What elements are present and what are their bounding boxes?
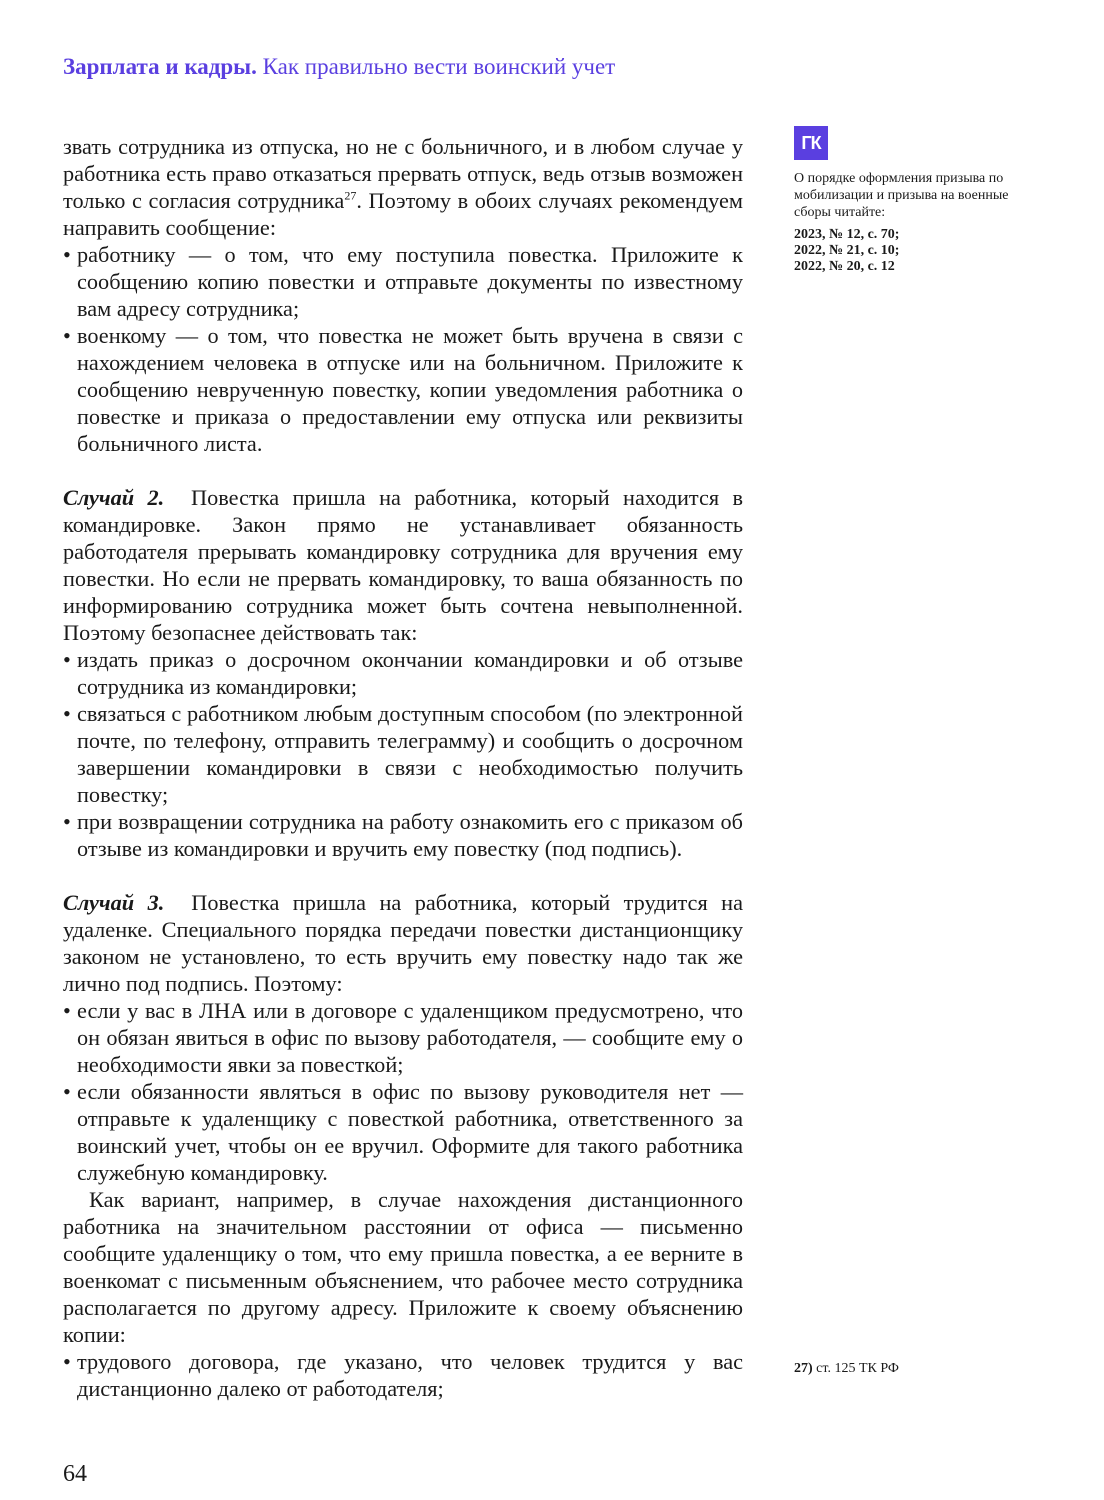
footnote-text: ст. 125 ТК РФ [816,1361,899,1376]
list-item: • работнику — о том, что ему поступила повестка. Приложите к сообщению копию повестки и отправьте документы по известному вам адресу сотрудника; [63,241,743,322]
list-item: • военкому — о том, что повестка не может быть вручена в связи с нахождением человека в отпуске или на больничном. Приложите к сообщению неврученную повестку, копии уведомления работника о повестке и приказа о предоставлении ему отпуска или реквизиты больничного листа. [63,322,743,457]
sidebar [794,126,1034,275]
list-item: • связаться с работником любым доступным способом (по электронной почте, по телефону, отправить телеграмму) и сообщить о досрочном завершении командировки в связи с необходимостью получить повестку; [63,700,743,808]
intro-paragraph [63,133,743,241]
list-item: • трудового договора, где указано, что человек трудится у вас дистанционно далеко от работодателя; [63,1348,743,1402]
main-column [63,133,743,1402]
sidebar-ref[interactable]: 2022, № 21, с. 10; [794,243,900,258]
case2-paragraph [63,484,743,646]
header-section: Зарплата и кадры. [63,54,257,79]
case3-list2 [63,1348,743,1402]
case3-list [63,997,743,1186]
sidebar-refs [794,227,1034,275]
list-item: • издать приказ о досрочном окончании командировки и об отзыве сотрудника из командировки; [63,646,743,700]
case3-lead: Случай 3. [63,890,165,915]
sidebar-text: О порядке оформления призыва по мобилизации и призыва на военные сборы читайте: [794,171,1009,220]
sidebar-ref[interactable]: 2023, № 12, с. 70; [794,227,900,242]
gk-logo-icon: ГК [794,126,828,160]
case3-text: Повестка пришла на работника, который трудится на удаленке. Специального порядка передачи повестки дистанционщику законом не установлено, то есть вручить ему повестку надо так же лично под подпись. Поэтому: [63,890,743,996]
list-item: • при возвращении сотрудника на работу ознакомить его с приказом об отзыве из командировки и вручить ему повестку (под подпись). [63,808,743,862]
footnote-ref[interactable]: 27 [344,188,357,203]
sidebar-ref[interactable]: 2022, № 20, с. 12 [794,259,895,274]
list-item: • если у вас в ЛНА или в договоре с удаленщиком предусмотрено, что он обязан явиться в офис по вызову работодателя, — сообщите ему о необходимости явки за повесткой; [63,997,743,1078]
case3-paragraph [63,889,743,997]
case2-lead: Случай 2. [63,485,165,510]
case2-text: Повестка пришла на работника, который находится в командировке. Закон прямо не устанавливает обязанность работодателя прерывать командировку сотрудника для вручения ему повестки. Но если не прервать командировку, то ваша обязанность по информированию сотрудника может быть сочтена невыполненной. Поэтому безопаснее действовать так: [63,485,743,645]
case2-list [63,646,743,862]
page-number: 64 [63,1461,87,1487]
intro-text-after: . Поэтому в обоих случаях рекомендуем направить сообщение: [63,188,743,240]
case3-variant: Как вариант, например, в случае нахождения дистанционного работника на значительном расстоянии от офиса — письменно сообщите удаленщику о том, что ему пришла повестка, а ее верните в военкомат с письменным объяснением, что рабочее место сотрудника располагается по другому адресу. Приложите к своему объяснению копии: [63,1187,743,1347]
footnote-number: 27) [794,1361,813,1376]
list-item: • если обязанности являться в офис по вызову руководителя нет — отправьте к удаленщику с повесткой работника, ответственного за воинский учет, чтобы он ее вручил. Оформите для такого работника служебную командировку. [63,1078,743,1186]
intro-text: звать сотрудника из отпуска, но не с больничного, и в любом случае у работника есть право отказаться прервать отпуск, ведь отзыв возможен только с согласия сотрудника [63,134,743,213]
running-header [63,54,615,80]
header-title: Как правильно вести воинский учет [262,54,616,79]
footnote [794,1360,899,1377]
intro-list [63,241,743,457]
